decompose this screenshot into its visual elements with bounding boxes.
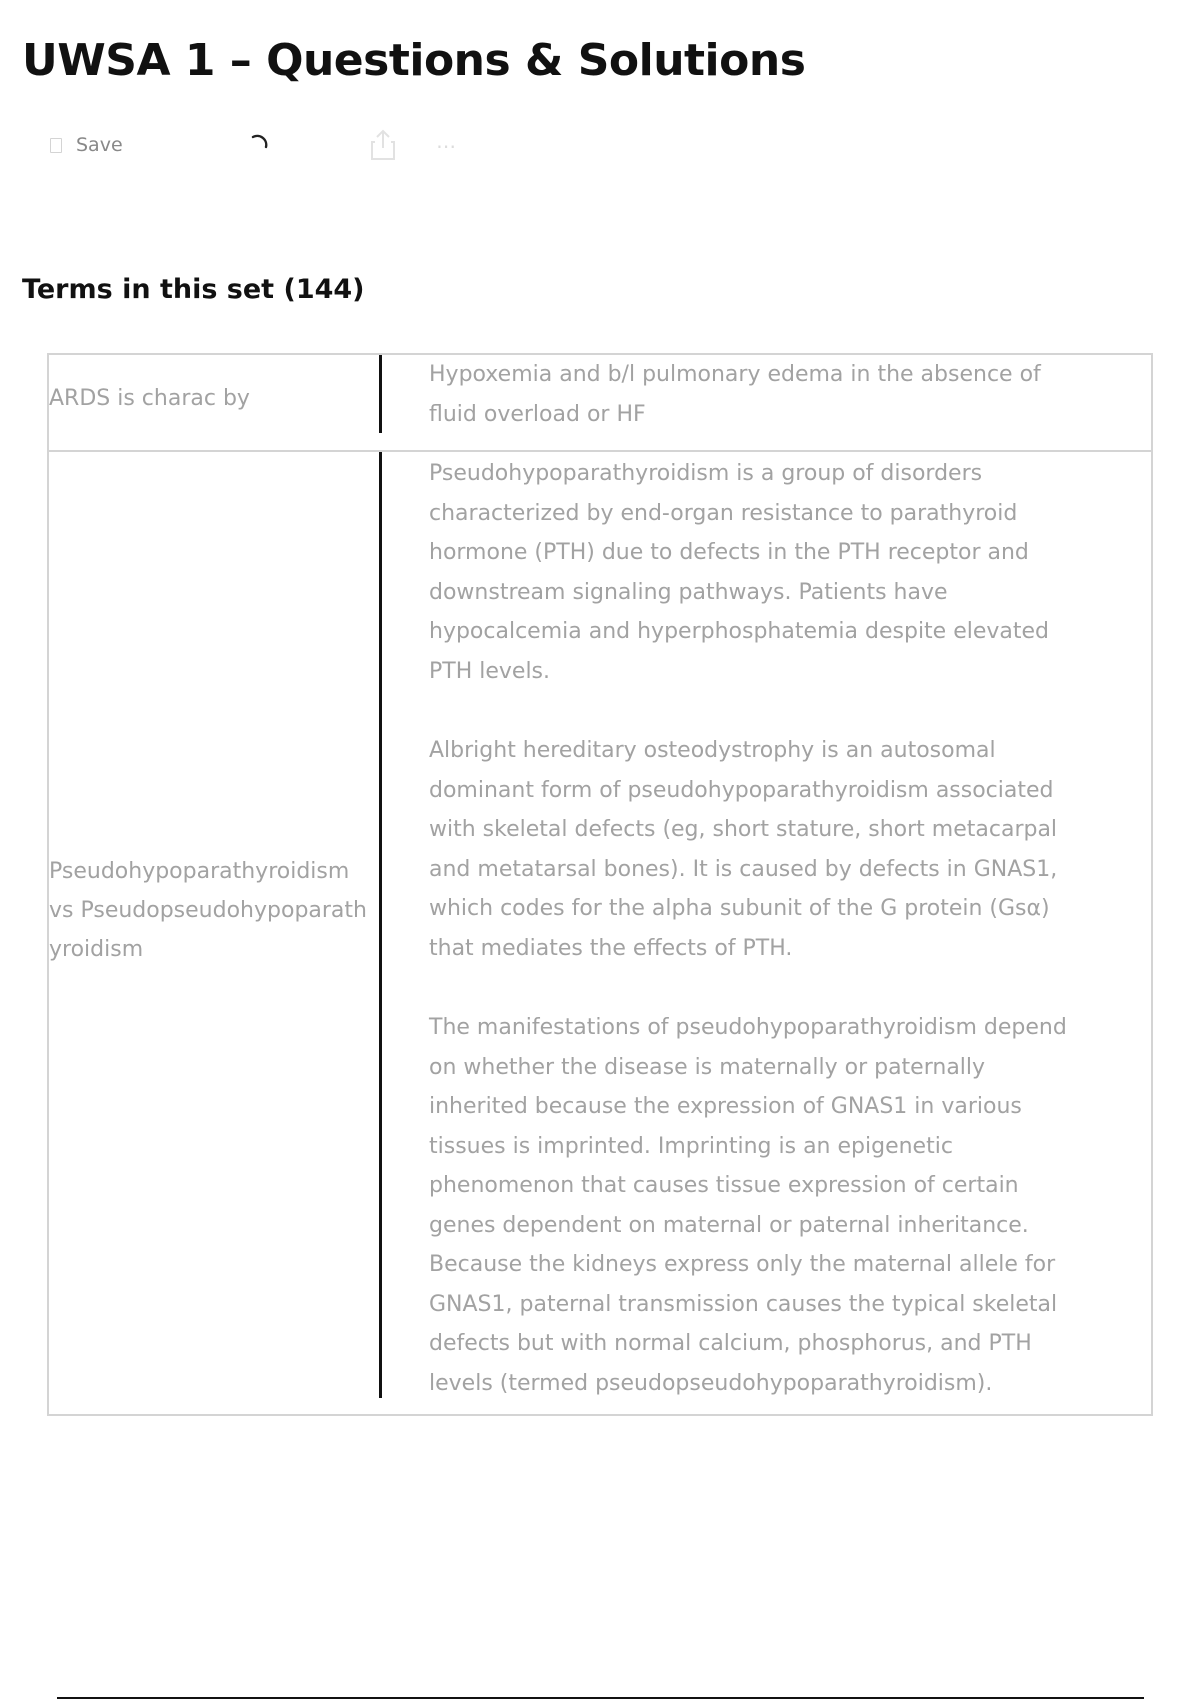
share-icon <box>368 128 398 162</box>
definition-paragraph: The manifestations of pseudohypoparathyroidism depend on whether the disease is maternally or paternally inherited because the expression of GNAS1 in various tissues is imprinted. Imprinting is an epigenetic phenomenon that causes tissue expression of certain genes dependent on maternal or paternal inheritance. Because the kidneys express only the maternal allele for GNAS1, paternal transmission causes the typical skeletal defects but with normal calcium, phosphorus, and PTH levels (termed pseudopseudohypoparathyroidism). <box>429 1015 1067 1396</box>
flashcard-row[interactable] <box>47 353 1153 453</box>
card-term: Pseudohypoparathyroidism vs Pseudopseudohypoparathyroidism <box>49 859 367 962</box>
toolbar <box>50 128 550 168</box>
spinner-icon <box>246 131 272 157</box>
more-options-button[interactable] <box>436 134 457 158</box>
term-definition-divider <box>379 452 382 1398</box>
card-term: ARDS is charac by <box>49 386 250 411</box>
card-definition <box>429 355 1069 434</box>
terms-count-heading: Terms in this set (144) <box>22 274 365 306</box>
footer-divider <box>57 1697 1144 1699</box>
definition-paragraph: Hypoxemia and b/l pulmonary edema in the absence of fluid overload or HF <box>429 362 1041 427</box>
more-icon: ⋯ <box>436 134 457 158</box>
flashcard-row[interactable] <box>47 450 1153 1416</box>
term-definition-divider <box>379 355 382 433</box>
share-button[interactable] <box>368 128 398 162</box>
save-button[interactable] <box>50 134 123 156</box>
save-label: Save <box>76 134 123 156</box>
definition-paragraph: Pseudohypoparathyroidism is a group of disorders characterized by end-organ resistance to parathyroid hormone (PTH) due to defects in the PTH receptor and downstream signaling pathways. Patients have hypocalcemia and hyperphosphatemia despite elevated PTH levels. <box>429 461 1050 684</box>
bookmark-icon <box>50 138 62 153</box>
definition-paragraph: Albright hereditary osteodystrophy is an autosomal dominant form of pseudohypoparathyroidism associated with skeletal defects (eg, short stature, short metacarpal and metatarsal bones). It is caused by defects in GNAS1, which codes for the alpha subunit of the G protein (Gsα) that mediates the effects of PTH. <box>429 738 1058 961</box>
loading-button[interactable] <box>246 131 272 157</box>
card-definition <box>429 454 1069 1403</box>
page-title: UWSA 1 – Questions & Solutions <box>22 35 806 87</box>
